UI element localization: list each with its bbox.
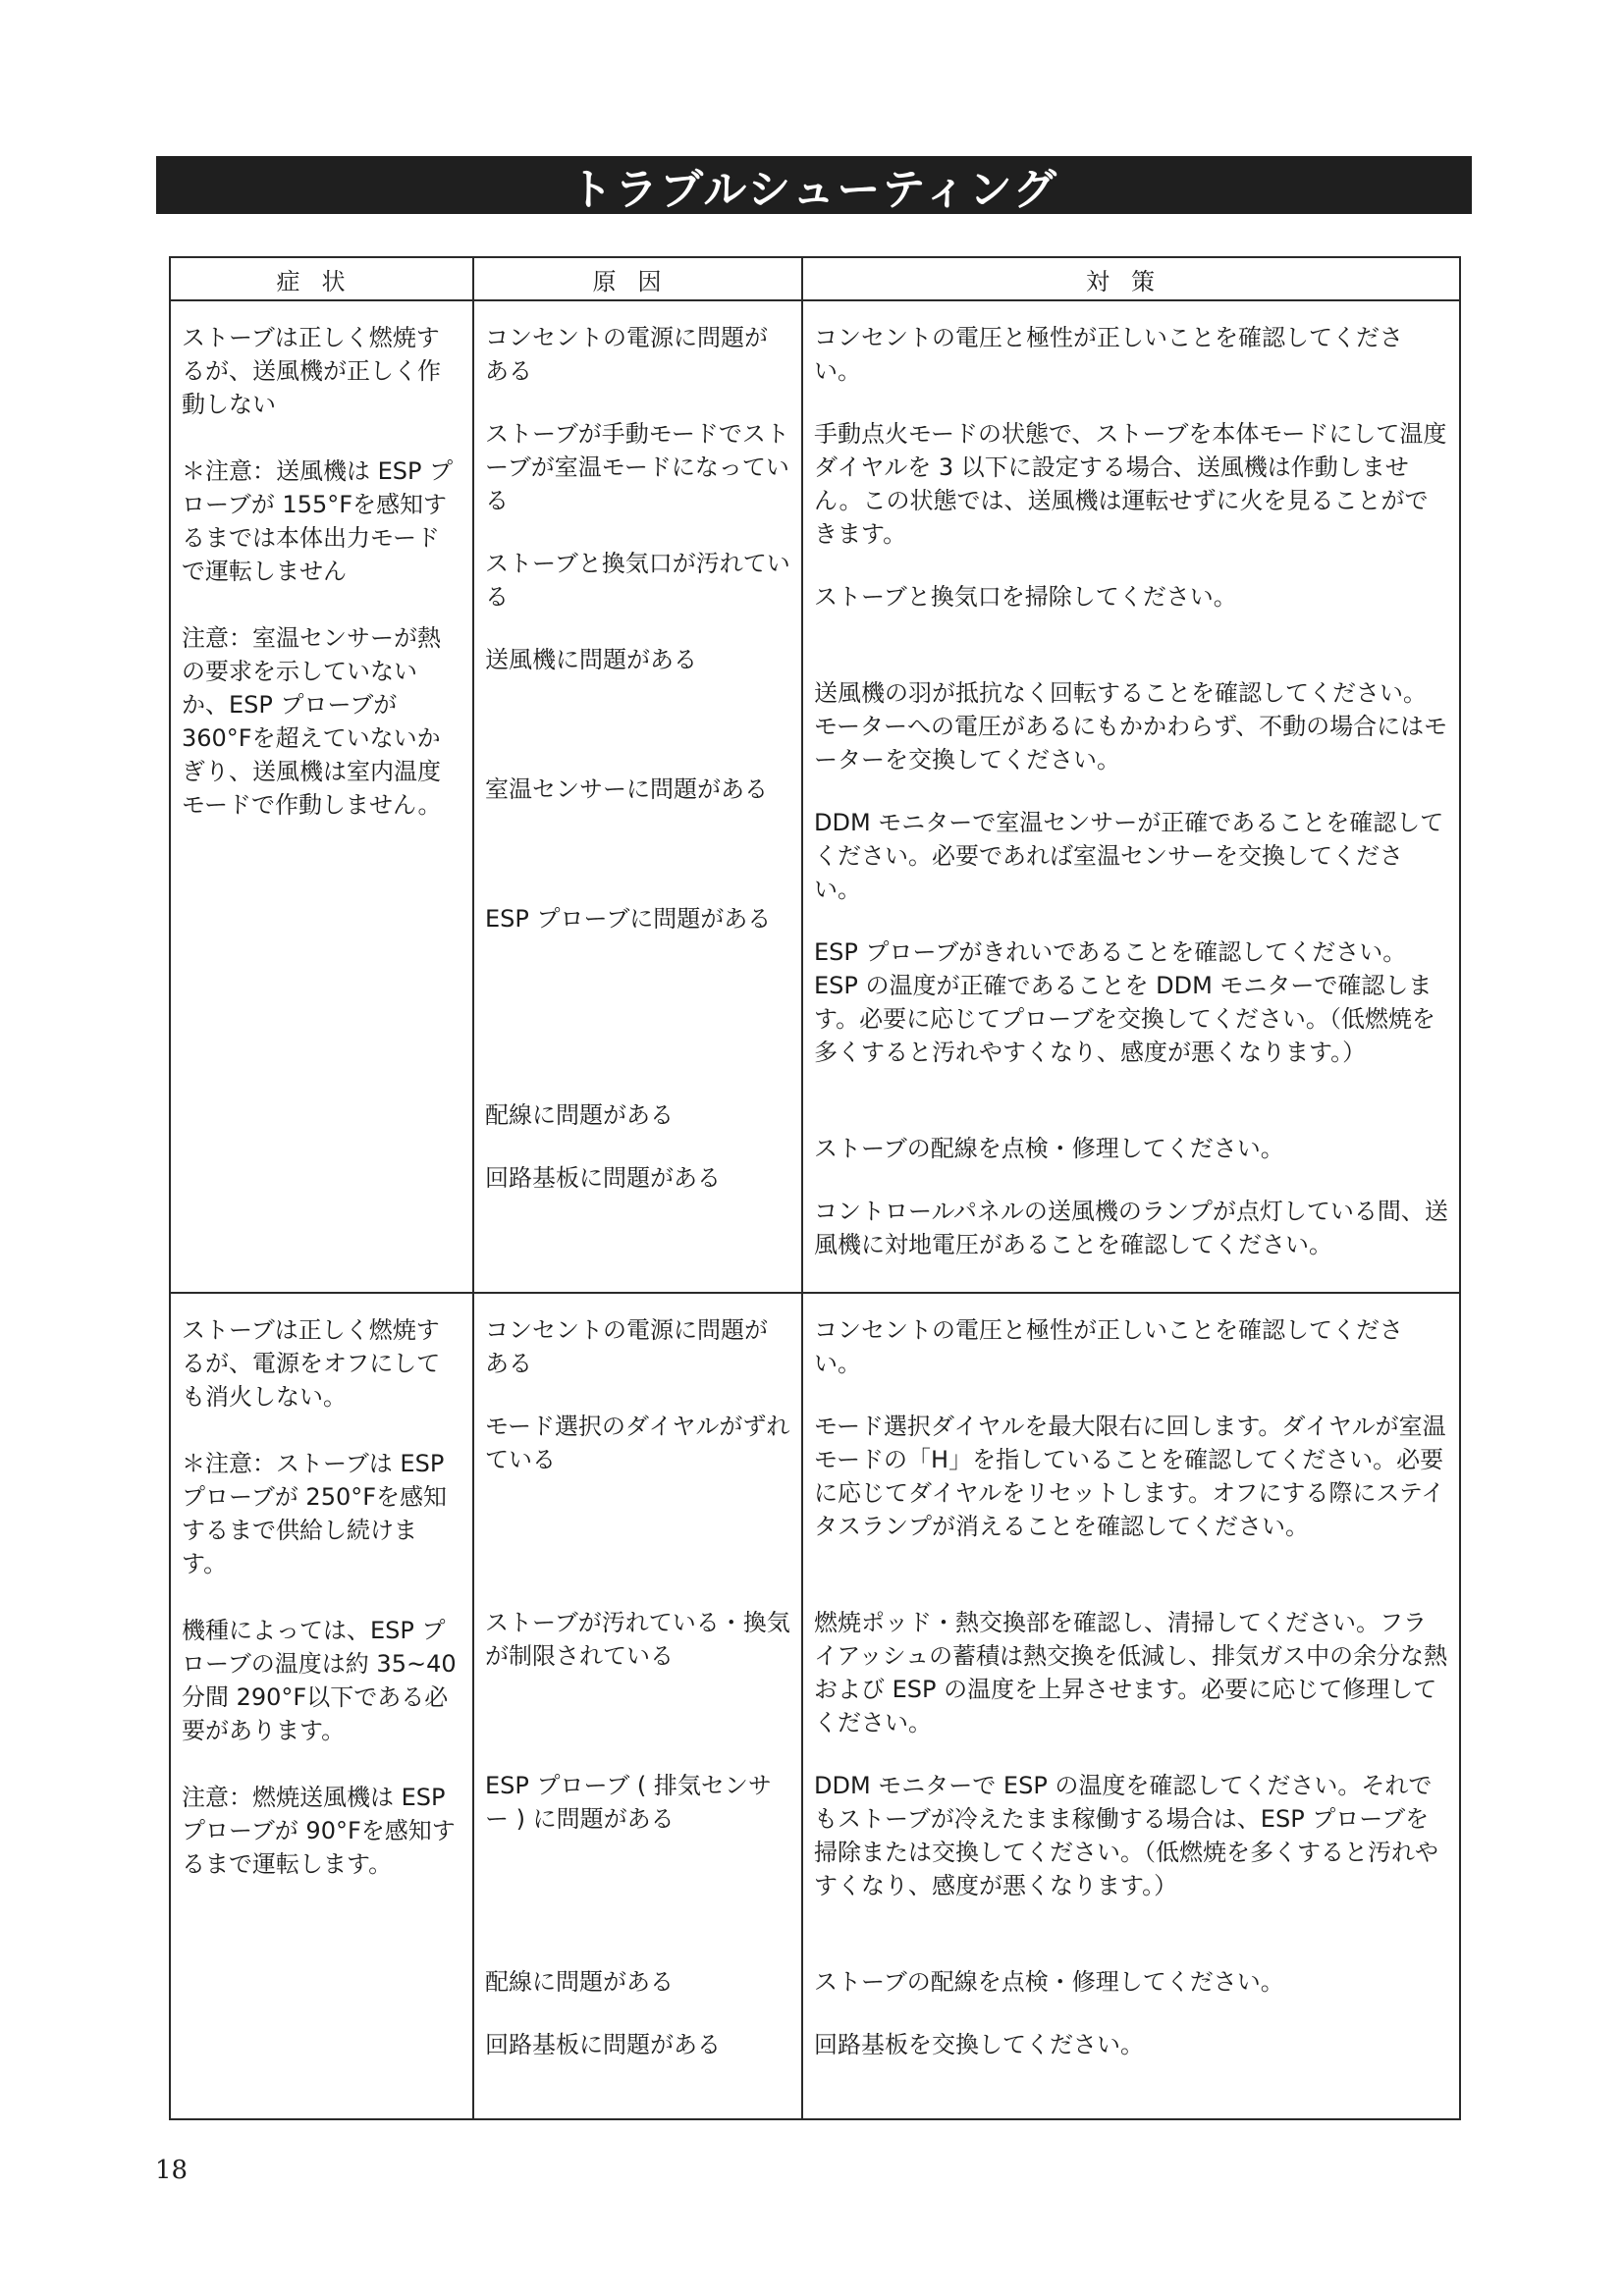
cause-item: コンセントの電源に問題がある <box>485 324 768 385</box>
remedy-item: モード選択ダイヤルを最大限右に回します。ダイヤルが室温モードの「H」を指していることを確認してください。必要に応じてダイヤルをリセットします。オフにする際にステイタスランプが消えることを確認してください。 <box>814 1413 1446 1540</box>
remedy-item: コンセントの電圧と極性が正しいことを確認してください。 <box>814 324 1403 385</box>
remedy-item: コンセントの電圧と極性が正しいことを確認してください。 <box>814 1316 1403 1377</box>
table-header-row <box>170 257 1460 300</box>
symptom-note: 機種によっては、ESP プローブの温度は約 35~40 分間 290°F以下である必要があります。 <box>182 1617 457 1744</box>
cause-item: 配線に問題がある <box>485 1968 674 1996</box>
symptom-note: 注意：室温センサーが熱の要求を示していないか、ESP プローブが 360°Fを超えていないかぎり、送風機は室内温度モードで作動しません。 <box>182 624 442 819</box>
remedy-item: 送風機の羽が抵抗なく回転することを確認してください。モーターへの電圧があるにもかかわらず、不動の場合にはモーターを交換してください。 <box>814 679 1448 774</box>
cause-item: ストーブが手動モードでストーブが室温モードになっている <box>485 420 789 514</box>
cause-item: ESP プローブ ( 排気センサー ) に問題がある <box>485 1772 772 1833</box>
symptom-note: ＊注意：ストーブは ESP プローブが 250°Fを感知するまで供給し続けます。 <box>182 1450 448 1577</box>
cause-item: 回路基板に問題がある <box>485 2031 721 2058</box>
table-row <box>170 300 1460 1293</box>
remedy-item: DDM モニターで室温センサーが正確であることを確認してください。必要であれば室温センサーを交換してください。 <box>814 809 1444 903</box>
remedy-item: DDM モニターで ESP の温度を確認してください。それでもストーブが冷えたまま稼働する場合は、ESP プローブを掃除または交換してください。（低燃焼を多くすると汚れやすくなり、感度が悪くなります。） <box>814 1772 1438 1899</box>
header-remedy: 対策 <box>802 257 1460 300</box>
cause-item: モード選択のダイヤルがずれている <box>485 1413 790 1473</box>
remedy-cell <box>802 300 1460 1293</box>
page-number: 18 <box>155 2156 189 2185</box>
remedy-item: 手動点火モードの状態で、ストーブを本体モードにして温度ダイヤルを 3 以下に設定する場合、送風機は作動しません。この状態では、送風機は運転せずに火を見ることができます。 <box>814 420 1447 548</box>
symptom-note: ＊注意：送風機は ESP プローブが 155°Fを感知するまでは本体出力モードで運転しません <box>182 457 454 585</box>
symptom-note: 注意：燃焼送風機は ESP プローブが 90°Fを感知するまで運転します。 <box>182 1784 456 1878</box>
cause-item: ESP プローブに問題がある <box>485 905 772 933</box>
page-title: トラブルシューティング <box>156 156 1472 214</box>
troubleshooting-table <box>169 256 1461 2120</box>
remedy-item: ESP プローブがきれいであることを確認してください。ESP の温度が正確であることを DDM モニターで確認します。必要に応じてプローブを交換してください。（低燃焼を多くすると汚れやすくなり、感度が悪くなります。） <box>814 938 1435 1066</box>
cause-item: コンセントの電源に問題がある <box>485 1316 768 1377</box>
cause-item: ストーブと換気口が汚れている <box>485 550 790 611</box>
remedy-item: ストーブの配線を点検・修理してください。 <box>814 1968 1284 1996</box>
cause-item: 配線に問題がある <box>485 1101 674 1129</box>
cause-item: 送風機に問題がある <box>485 646 697 673</box>
symptom-text: ストーブは正しく燃焼するが、電源をオフにしても消火しない。 <box>182 1316 441 1411</box>
symptom-cell <box>170 300 473 1293</box>
header-cause: 原因 <box>473 257 802 300</box>
cause-cell <box>473 300 802 1293</box>
remedy-item: 回路基板を交換してください。 <box>814 2031 1144 2058</box>
remedy-item: ストーブと換気口を掃除してください。 <box>814 583 1237 611</box>
remedy-cell <box>802 1293 1460 2119</box>
symptom-text: ストーブは正しく燃焼するが、送風機が正しく作動しない <box>182 324 441 418</box>
cause-cell <box>473 1293 802 2119</box>
table-row <box>170 1293 1460 2119</box>
cause-item: 回路基板に問題がある <box>485 1164 721 1192</box>
cause-item: 室温センサーに問題がある <box>485 775 768 803</box>
remedy-item: 燃焼ポッド・熱交換部を確認し、清掃してください。フライアッシュの蓄積は熱交換を低減し、排気ガス中の余分な熱および ESP の温度を上昇させます。必要に応じて修理してください。 <box>814 1609 1448 1736</box>
symptom-cell <box>170 1293 473 2119</box>
remedy-item: コントロールパネルの送風機のランプが点灯している間、送風機に対地電圧があることを確認してください。 <box>814 1198 1448 1258</box>
remedy-item: ストーブの配線を点検・修理してください。 <box>814 1135 1284 1162</box>
header-symptom: 症状 <box>170 257 473 300</box>
cause-item: ストーブが汚れている・換気が制限されている <box>485 1609 790 1670</box>
